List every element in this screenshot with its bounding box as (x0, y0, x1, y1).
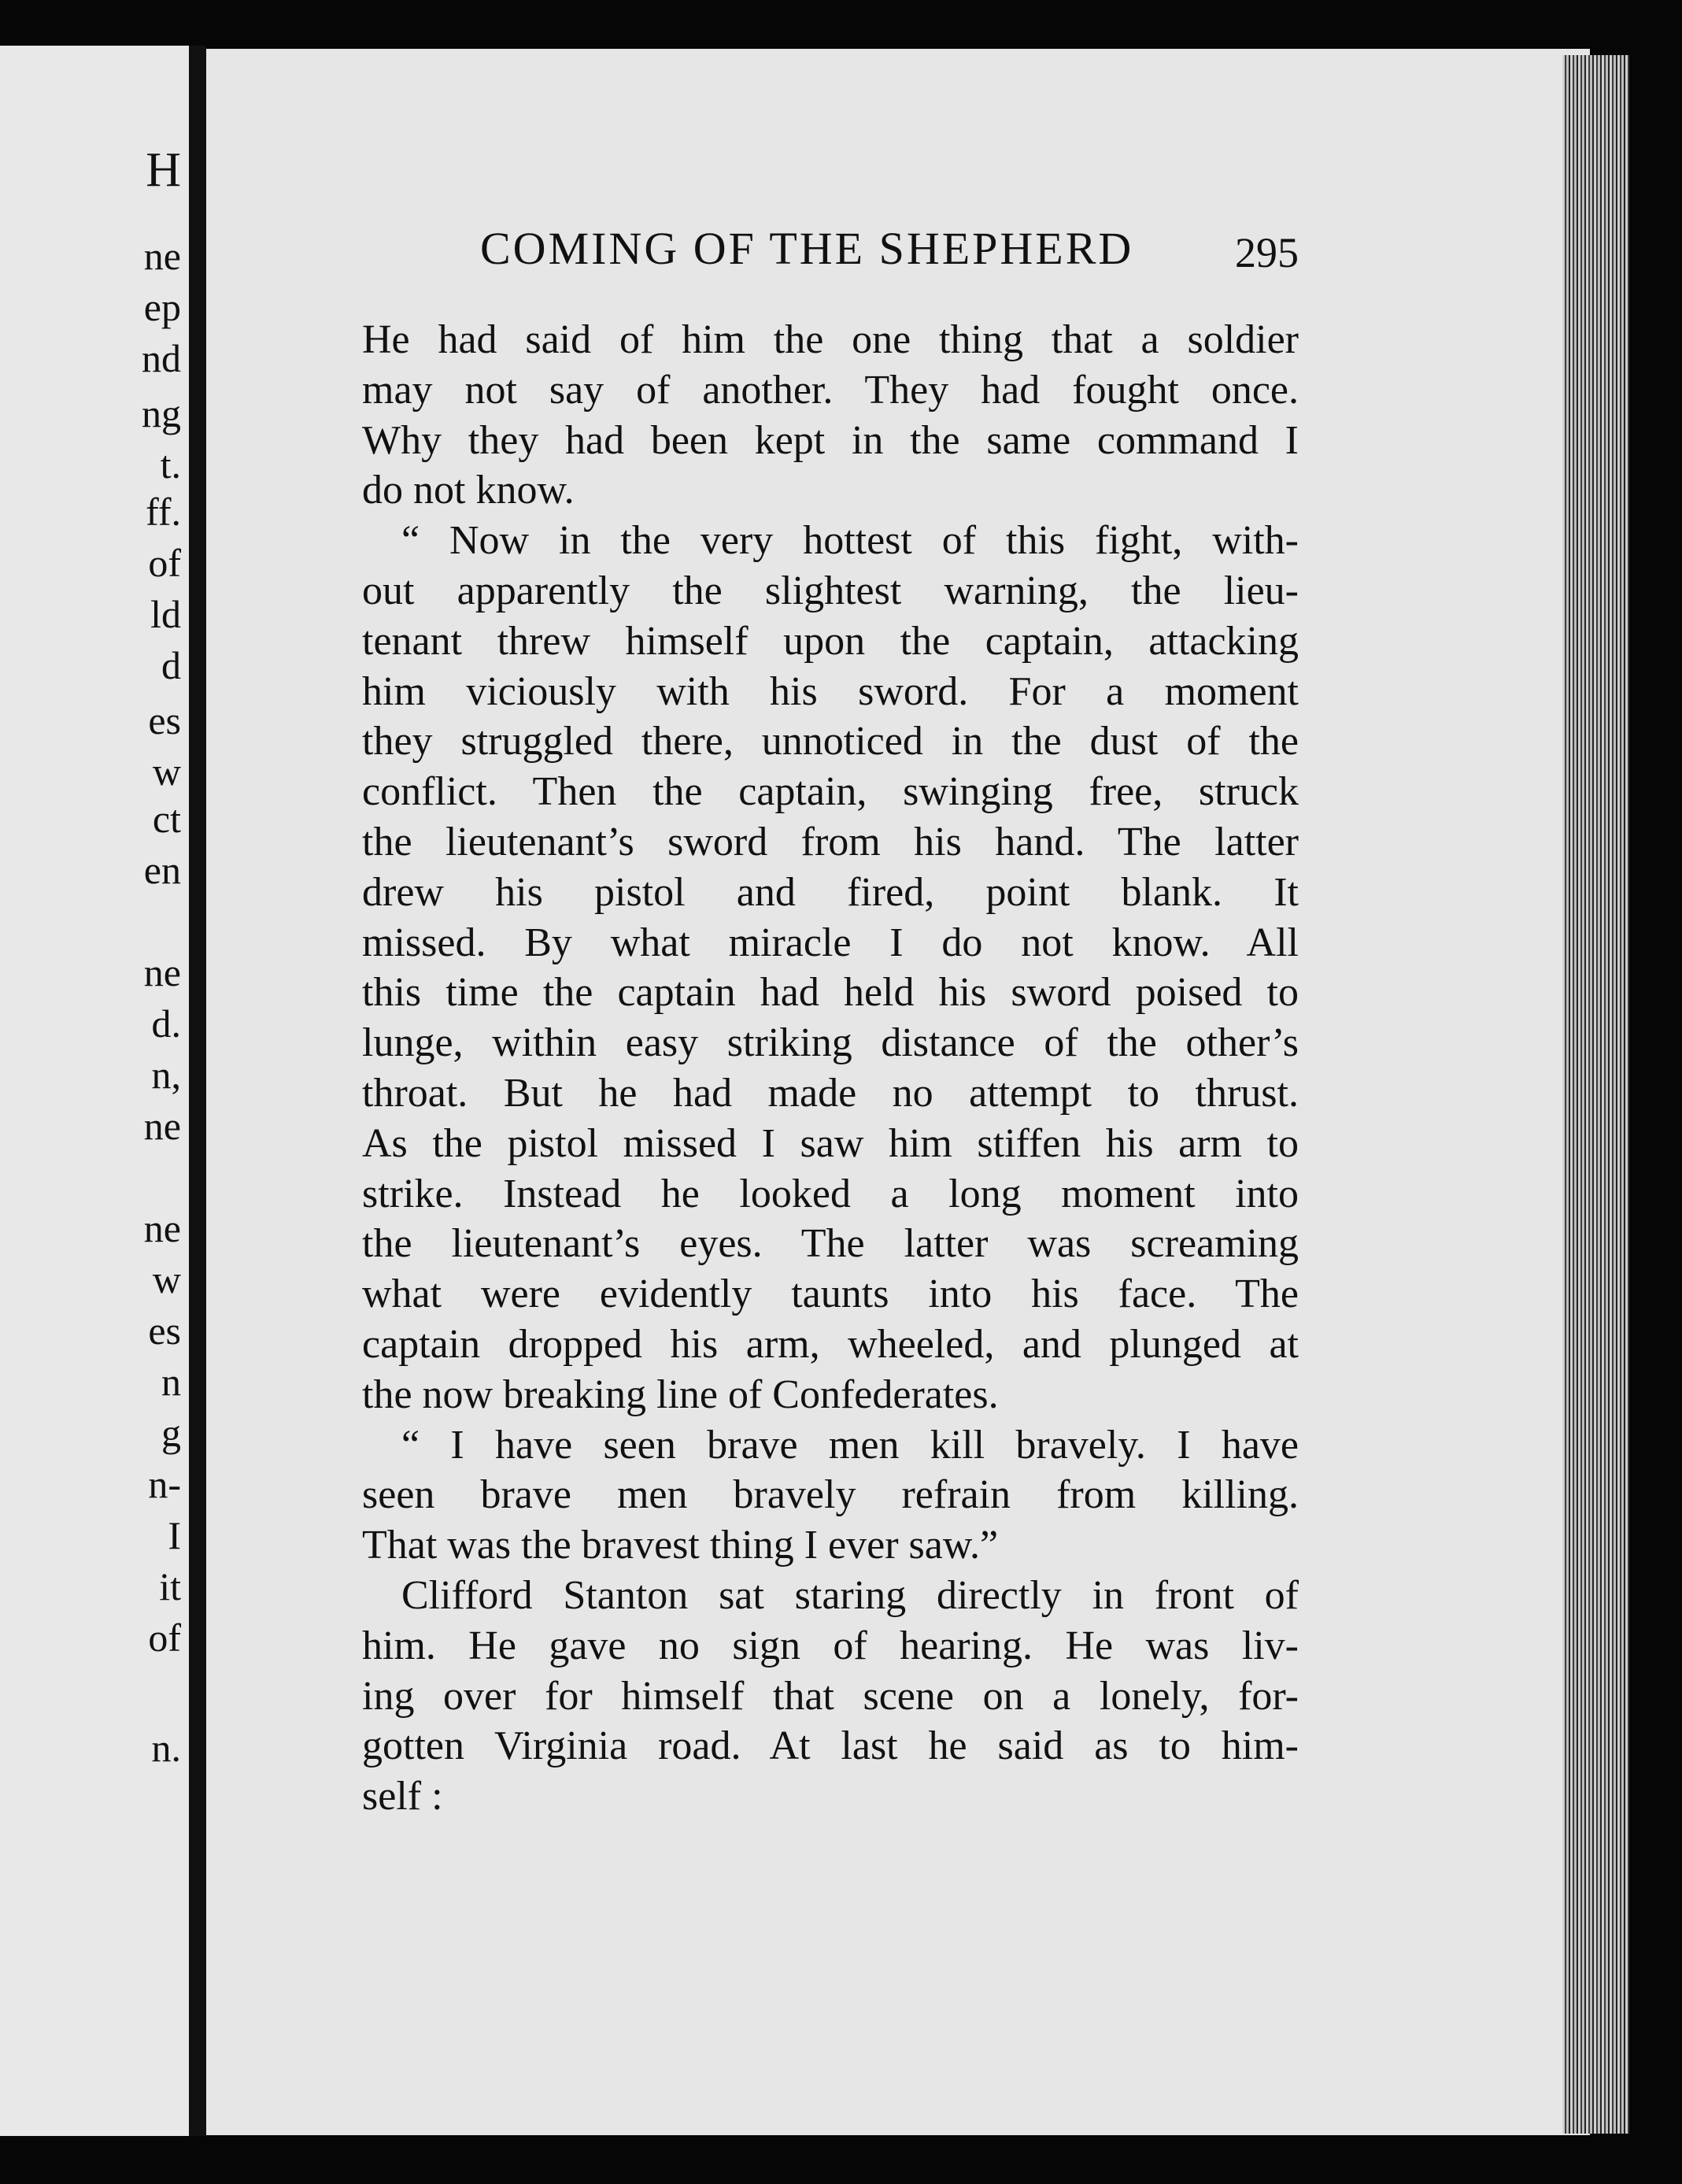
text-line: the lieutenant’s eyes. The latter was screaming (362, 1221, 1299, 1267)
left-page-fragment-text: es (148, 698, 181, 742)
left-page-fragment-text: g (161, 1411, 181, 1455)
left-page-fragment-text: n- (148, 1462, 181, 1506)
left-page-fragment (0, 46, 189, 2136)
left-page-fragment-text: n, (151, 1053, 181, 1097)
left-page-fragment-text: n. (151, 1726, 181, 1770)
left-page-fragment-text: w (152, 1257, 181, 1301)
left-page-fragment-text: ng (142, 391, 181, 435)
text-line: him. He gave no sign of hearing. He was liv- (362, 1623, 1299, 1668)
text-line: conflict. Then the captain, swinging free, struck (362, 769, 1299, 815)
text-line: Clifford Stanton sat staring directly in front of (401, 1572, 1299, 1618)
left-page-fragment-text: n (161, 1360, 181, 1404)
text-line: seen brave men bravely refrain from killing. (362, 1472, 1299, 1518)
left-page-fragment-text: ld (150, 592, 181, 636)
text-line: “ I have seen brave men kill bravely. I have (401, 1422, 1299, 1468)
text-line: captain dropped his arm, wheeled, and plunged at (362, 1321, 1299, 1367)
text-line: strike. Instead he looked a long moment into (362, 1171, 1299, 1216)
left-page-fragment-text: I (168, 1513, 181, 1557)
text-line: do not know. (362, 468, 575, 513)
text-line: As the pistol missed I saw him stiffen his arm to (362, 1120, 1299, 1166)
left-page-fragment-text: ne (143, 1206, 181, 1250)
left-page-fragment-text: d (161, 643, 181, 687)
text-line: He had said of him the one thing that a soldier (362, 317, 1299, 362)
text-line: missed. By what miracle I do not know. All (362, 920, 1299, 965)
text-line: self : (362, 1774, 443, 1819)
text-line: throat. But he had made no attempt to thrust. (362, 1070, 1299, 1116)
left-page-fragment-text: nd (142, 336, 181, 380)
left-page-fragment-text: ne (143, 950, 181, 994)
left-page-fragment-text: es (148, 1309, 181, 1353)
text-line: ing over for himself that scene on a lonely, for- (362, 1673, 1299, 1719)
text-line: lunge, within easy striking distance of the other’s (362, 1020, 1299, 1066)
left-page-fragment-text: ep (143, 285, 181, 329)
left-page-fragment-text: t. (160, 442, 181, 487)
left-page-fragment-text: d. (151, 1001, 181, 1046)
left-page-fragment-text: of (148, 541, 181, 585)
text-line: That was the bravest thing I ever saw.” (362, 1523, 999, 1568)
text-line: him viciously with his sword. For a moment (362, 668, 1299, 714)
text-line: “ Now in the very hottest of this fight, with- (401, 518, 1299, 564)
text-line: this time the captain had held his sword poised to (362, 970, 1299, 1016)
running-head (268, 222, 1307, 285)
left-page-fragment-text: ff. (146, 490, 181, 534)
left-page-fragment-text: H (146, 143, 181, 197)
text-line: tenant threw himself upon the captain, attacking (362, 618, 1299, 664)
text-line: the lieutenant’s sword from his hand. The latter (362, 819, 1299, 864)
left-page-fragment-text: ne (143, 1104, 181, 1148)
page-number: 295 (1235, 229, 1299, 276)
text-line: may not say of another. They had fought once. (362, 367, 1299, 413)
running-title: COMING OF THE SHEPHERD (480, 223, 1134, 274)
text-line: gotten Virginia road. At last he said as to him- (362, 1723, 1299, 1769)
text-line: what were evidently taunts into his face. The (362, 1272, 1299, 1317)
left-page-fragment-text: en (143, 848, 181, 892)
text-line: Why they had been kept in the same command I (362, 417, 1299, 463)
left-page-fragment-text: ne (143, 234, 181, 278)
text-line: out apparently the slightest warning, the lieu- (362, 568, 1299, 613)
text-line: they struggled there, unnoticed in the dust of the (362, 719, 1299, 764)
left-page-fragment-text: w (152, 750, 181, 794)
text-line: drew his pistol and fired, point blank. It (362, 869, 1299, 915)
left-page-fragment-text: it (159, 1564, 181, 1608)
page-edges (1562, 55, 1629, 2134)
body-text (362, 315, 1299, 1822)
left-page-fragment-text: of (148, 1616, 181, 1660)
text-line: the now breaking line of Confederates. (362, 1371, 999, 1417)
left-page-text-fragments (0, 46, 189, 2136)
left-page-fragment-text: ct (152, 797, 181, 841)
book-gutter (189, 46, 206, 2136)
